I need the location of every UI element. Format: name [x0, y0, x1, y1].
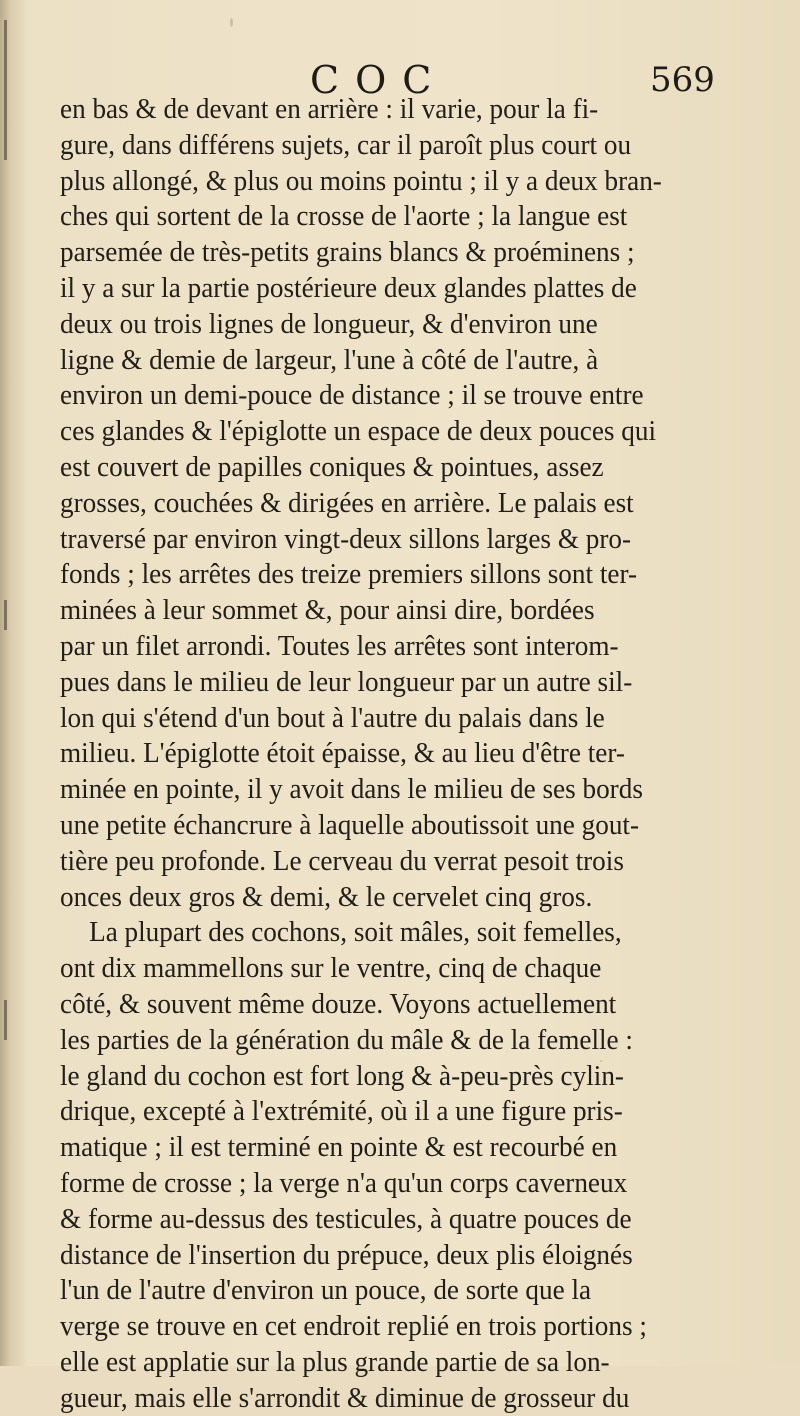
- text-line: plus allongé, & plus ou moins pointu ; il y a deux bran-: [60, 165, 662, 197]
- text-line: parsemée de très-petits grains blancs & proéminens ;: [60, 237, 635, 269]
- text-line: lon qui s'étend d'un bout à l'autre du palais dans le: [60, 702, 605, 734]
- text-line: est couvert de papilles coniques & pointues, assez: [60, 451, 604, 483]
- text-line: distance de l'insertion du prépuce, deux plis éloignés: [60, 1239, 633, 1271]
- text-line: côté, & souvent même douze. Voyons actuellement: [60, 988, 617, 1020]
- text-line: minée en pointe, il y avoit dans le milieu de ses bords: [60, 774, 643, 806]
- text-line: ont dix mammellons sur le ventre, cinq de chaque: [60, 953, 602, 985]
- text-line: & forme au-dessus des testicules, à quatre pouces de: [60, 1203, 632, 1235]
- text-line: le gland du cochon est fort long & à-peu-près cylin-: [60, 1060, 624, 1092]
- text-line: en bas & de devant en arrière : il varie, pour la fi-: [60, 94, 599, 125]
- binding-shadow: [4, 600, 7, 630]
- text-line: les parties de la génération du mâle & de la femelle :: [60, 1024, 633, 1056]
- binding-shadow: [4, 1000, 7, 1040]
- text-line: forme de crosse ; la verge n'a qu'un corps caverneux: [60, 1167, 628, 1199]
- text-line: matique ; il est terminé en pointe & est recourbé en: [60, 1132, 618, 1164]
- text-line: il y a sur la partie postérieure deux glandes plattes de: [60, 272, 637, 304]
- body-text: [60, 92, 760, 1416]
- text-line: traversé par environ vingt-deux sillons larges & pro-: [60, 523, 632, 555]
- text-line: La plupart des cochons, soit mâles, soit femelles,: [89, 917, 622, 949]
- text-line: l'un de l'autre d'environ un pouce, de sorte que la: [60, 1275, 592, 1307]
- text-line: deux ou trois lignes de longueur, & d'environ une: [60, 308, 598, 340]
- running-title: COC: [310, 58, 448, 102]
- page-number: 569: [650, 60, 715, 100]
- text-line: grosses, couchées & dirigées en arrière. Le palais est: [60, 487, 634, 519]
- text-line: ches qui sortent de la crosse de l'aorte ; la langue est: [60, 201, 628, 233]
- text-line: une petite échancrure à laquelle aboutissoit une gout-: [60, 809, 640, 841]
- text-line: onces deux gros & demi, & le cervelet cinq gros.: [60, 881, 593, 913]
- text-line: ligne & demie de largeur, l'une à côté de l'autre, à: [60, 344, 599, 376]
- text-line: par un filet arrondi. Toutes les arrêtes sont interom-: [60, 630, 619, 662]
- paper-speck: [230, 18, 233, 27]
- text-line: elle est applatie sur la plus grande partie de sa lon-: [60, 1346, 610, 1378]
- text-line: gueur, mais elle s'arrondit & diminue de grosseur du: [60, 1382, 630, 1414]
- text-line: ces glandes & l'épiglotte un espace de deux pouces qui: [60, 416, 657, 448]
- text-line: fonds ; les arrêtes des treize premiers sillons sont ter-: [60, 559, 638, 591]
- text-line: tière peu profonde. Le cerveau du verrat pesoit trois: [60, 845, 624, 877]
- text-line: pues dans le milieu de leur longueur par un autre sil-: [60, 666, 633, 698]
- text-line: minées à leur sommet &, pour ainsi dire, bordées: [60, 595, 595, 627]
- text-line: verge se trouve en cet endroit replié en trois portions ;: [60, 1311, 647, 1343]
- text-line: environ un demi-pouce de distance ; il se trouve entre: [60, 380, 644, 412]
- text-line: milieu. L'épiglotte étoit épaisse, & au lieu d'être ter-: [60, 738, 625, 770]
- text-line: drique, excepté à l'extrémité, où il a une figure pris-: [60, 1096, 623, 1128]
- text-line: gure, dans différens sujets, car il paroît plus court ou: [60, 129, 632, 161]
- paper-speck: [600, 1060, 602, 1062]
